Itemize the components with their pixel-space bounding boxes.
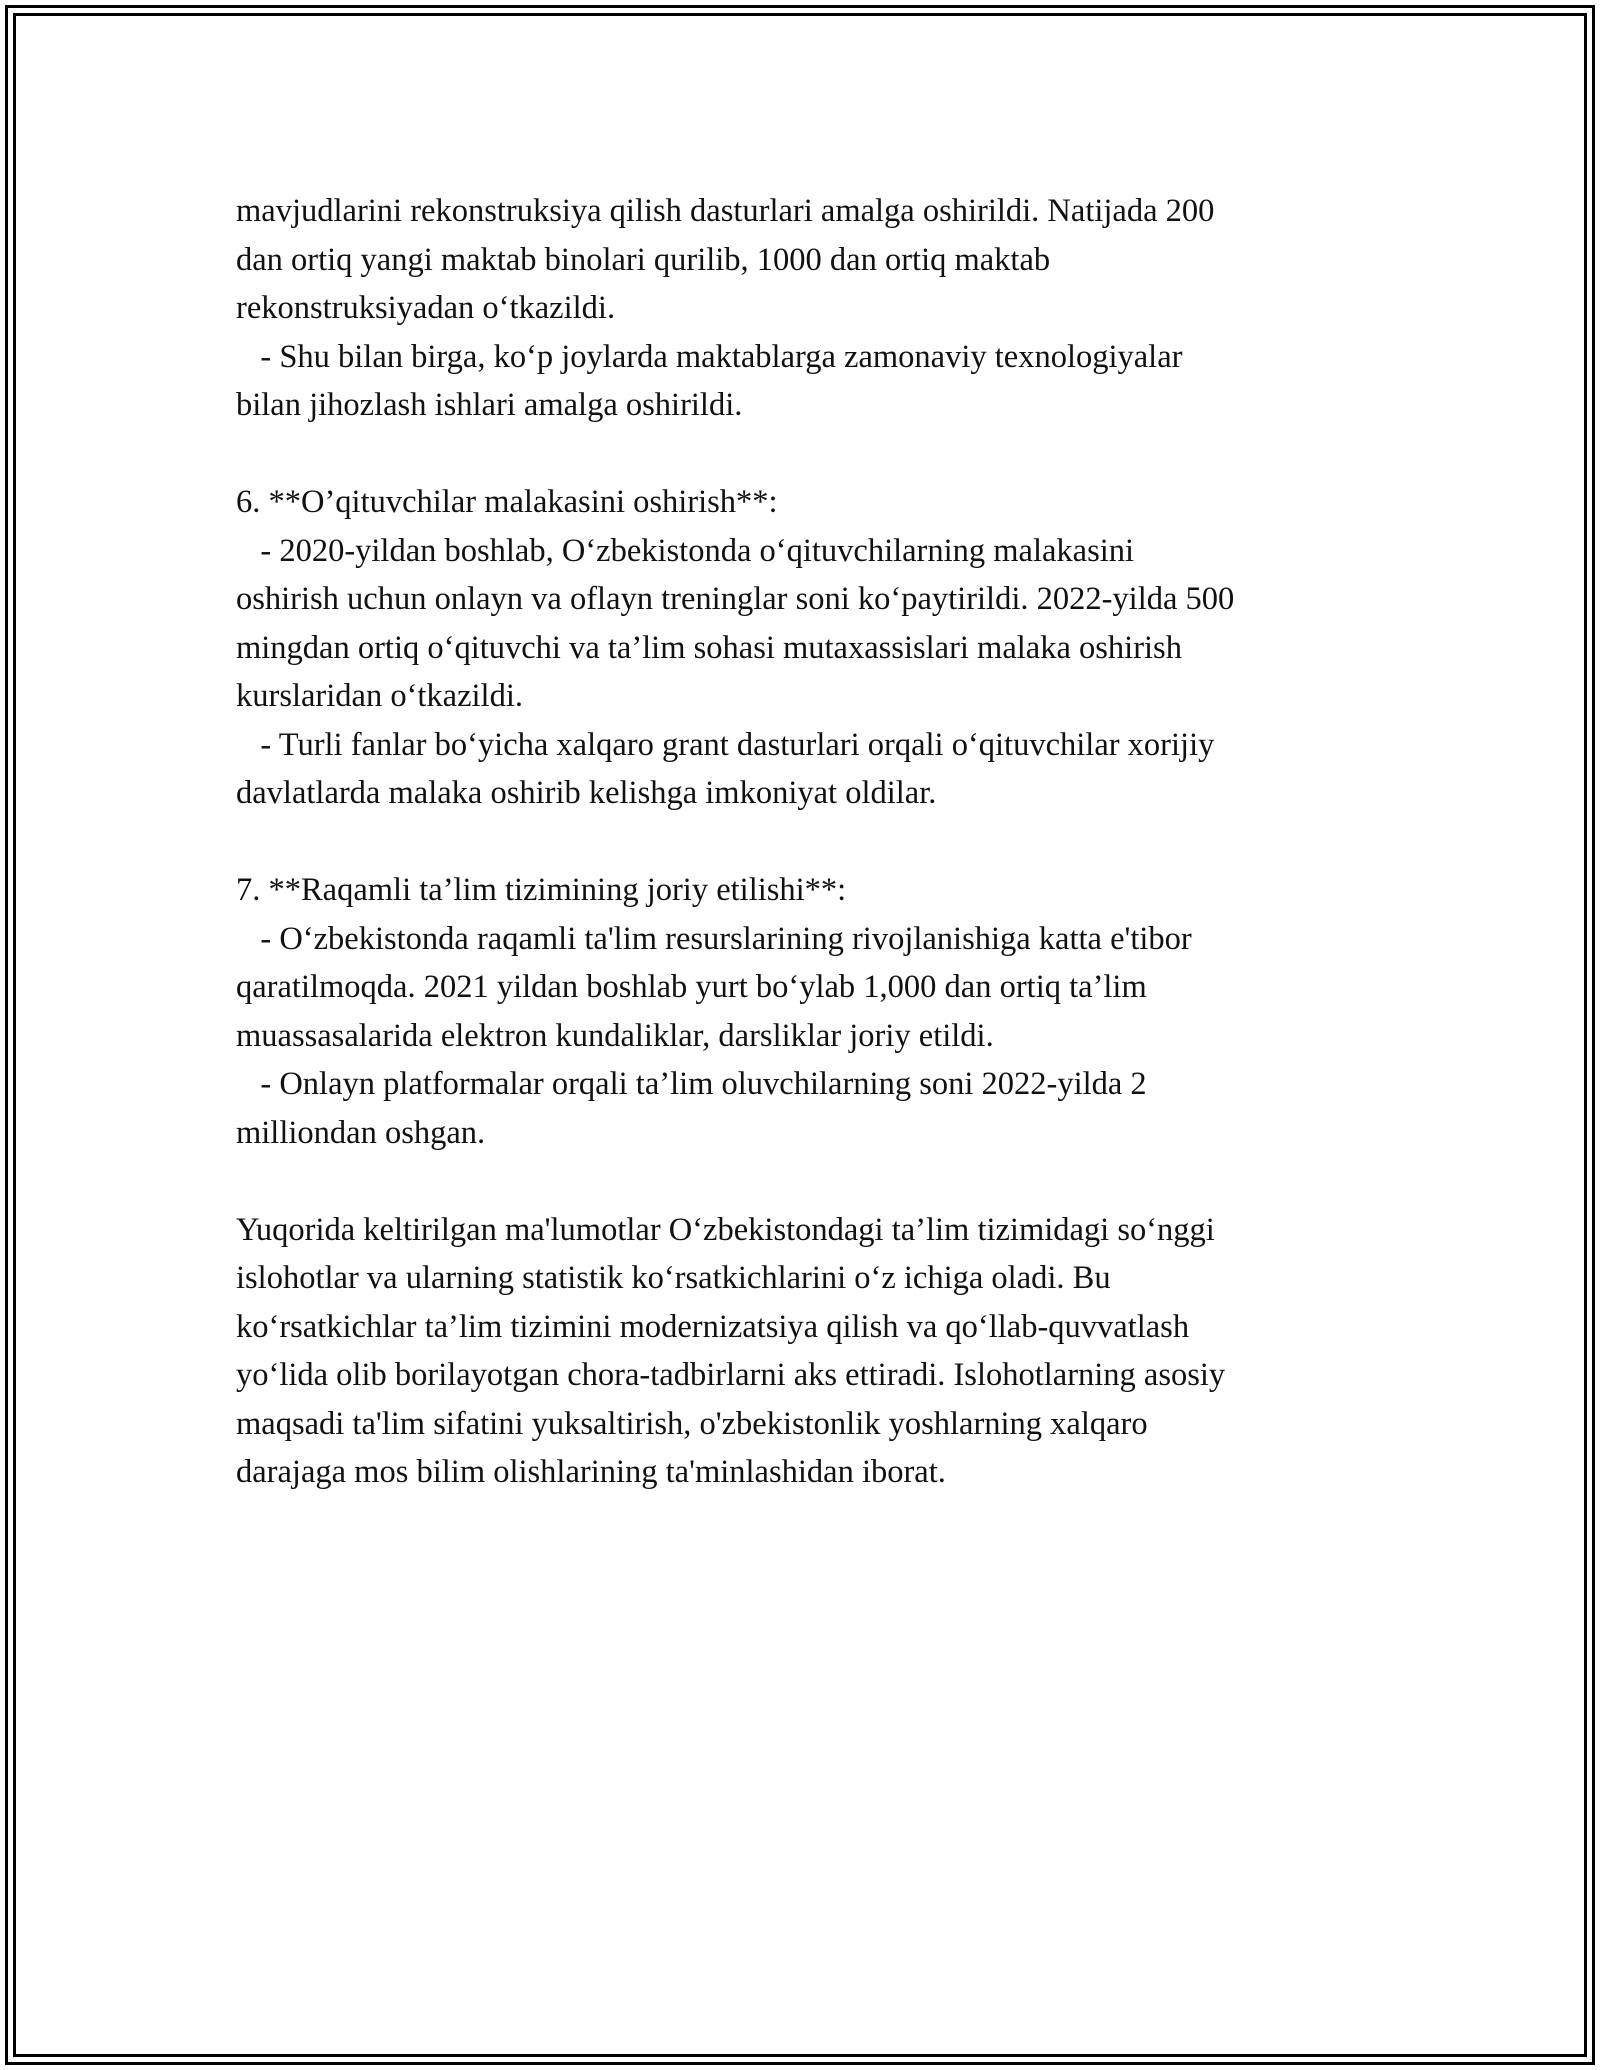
text-line: qaratilmoqda. 2021 yildan boshlab yurt bo‘ylab 1,000 dan ortiq ta’lim <box>236 969 1147 1005</box>
text-line: davlatlarda malaka oshirib kelishga imkoniyat oldilar. <box>236 775 937 811</box>
text-line: mavjudlarini rekonstruksiya qilish dasturlari amalga oshirildi. Natijada 200 <box>236 193 1215 229</box>
document-body <box>236 187 1386 1497</box>
bullet-line: - 2020-yildan boshlab, O‘zbekistonda o‘qituvchilarning malakasini <box>236 532 1135 569</box>
conclusion-line: ko‘rsatkichlar ta’lim tizimini modernizatsiya qilish va qo‘llab-quvvatlash <box>236 1308 1190 1345</box>
bullet-line: - Turli fanlar bo‘yicha xalqaro grant dasturlari orqali o‘qituvchilar xorijiy <box>236 726 1215 763</box>
text-line: muassasalarida elektron kundaliklar, darsliklar joriy etildi. <box>236 1017 994 1054</box>
text-line: kurslaridan o‘tkazildi. <box>236 678 523 714</box>
conclusion-line: maqsadi ta'lim sifatini yuksaltirish, o'zbekistonlik yoshlarning xalqaro <box>236 1405 1148 1442</box>
conclusion-line: Yuqorida keltirilgan ma'lumotlar O‘zbekistondagi ta’lim tizimidagi so‘nggi <box>236 1211 1215 1248</box>
blank-line <box>236 1157 1386 1206</box>
blank-line <box>236 430 1386 479</box>
text-line: milliondan oshgan. <box>236 1114 486 1151</box>
conclusion-line: darajaga mos bilim olishlarining ta'minlashidan iborat. <box>236 1454 946 1490</box>
bullet-line: - Shu bilan birga, ko‘p joylarda maktablarga zamonaviy texnologiyalar <box>236 338 1183 375</box>
section-heading-7: 7. **Raqamli ta’lim tizimining joriy etilishi**: <box>236 872 847 908</box>
text-line: rekonstruksiyadan o‘tkazildi. <box>236 290 616 326</box>
section-heading-6: 6. **O’qituvchilar malakasini oshirish**: <box>236 484 778 520</box>
text-line: bilan jihozlash ishlari amalga oshirildi. <box>236 387 743 423</box>
text-line: mingdan ortiq o‘qituvchi va ta’lim sohasi mutaxassislari malaka oshirish <box>236 629 1182 666</box>
text-line: oshirish uchun onlayn va oflayn treninglar soni ko‘paytirildi. 2022-yilda 500 <box>236 581 1235 617</box>
bullet-line: - O‘zbekistonda raqamli ta'lim resurslarining rivojlanishiga katta e'tibor <box>236 920 1192 957</box>
conclusion-line: yo‘lida olib borilayotgan chora-tadbirlarni aks ettiradi. Islohotlarning asosiy <box>236 1357 1226 1393</box>
text-line: dan ortiq yangi maktab binolari qurilib, 1000 dan ortiq maktab <box>236 241 1051 278</box>
bullet-line: - Onlayn platformalar orqali ta’lim oluvchilarning soni 2022-yilda 2 <box>236 1066 1147 1102</box>
blank-line <box>236 818 1386 867</box>
conclusion-line: islohotlar va ularning statistik ko‘rsatkichlarini o‘z ichiga oladi. Bu <box>236 1260 1111 1296</box>
